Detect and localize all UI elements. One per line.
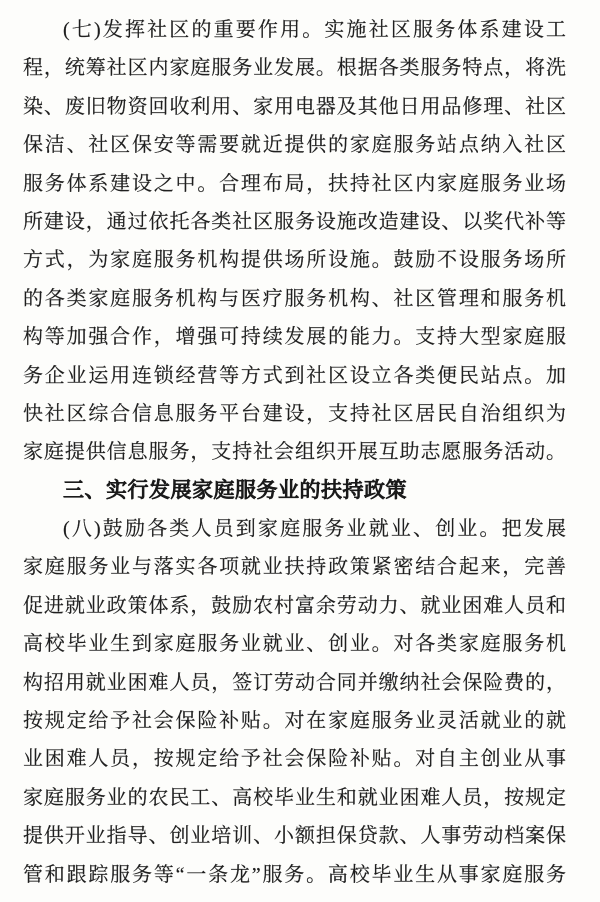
text-line: 保洁、社区保安等需要就近提供的家庭服务站点纳入社区 [23,134,566,157]
text-line: 家庭提供信息服务，支持社会组织开展互助志愿服务活动。 [23,441,566,464]
text-line: 程，统筹社区内家庭服务业发展。根据各类服务特点，将洗 [23,57,566,80]
text-line: 快社区综合信息服务平台建设，支持社区居民自治组织为 [23,402,566,425]
text-line: 务企业运用连锁经营等方式到社区设立各类便民站点。加 [23,364,566,387]
document-body [23,11,566,894]
text-line: 促进就业政策体系，鼓励农村富余劳动力、就业困难人员和 [23,594,566,617]
text-line: 提供开业指导、创业培训、小额担保贷款、人事劳动档案保 [23,825,566,848]
text-line: 构等加强合作，增强可持续发展的能力。支持大型家庭服 [23,326,566,349]
text-line: 服务体系建设之中。合理布局，扶持社区内家庭服务业场 [23,172,566,195]
text-line: 高校毕业生到家庭服务业就业、创业。对各类家庭服务机 [23,633,566,656]
text-line: 按规定给予社会保险补贴。对在家庭服务业灵活就业的就 [23,710,566,733]
text-line: 染、废旧物资回收利用、家用电器及其他日用品修理、社区 [23,95,566,118]
text-line: 构招用就业困难人员，签订劳动合同并缴纳社会保险费的， [23,671,566,694]
text-line: (八)鼓励各类人员到家庭服务业就业、创业。把发展 [63,518,566,541]
text-line: 家庭服务业与落实各项就业扶持政策紧密结合起来，完善 [23,556,566,579]
text-line: 业困难人员，按规定给予社会保险补贴。对自主创业从事 [23,748,566,771]
text-line: 管和跟踪服务等“一条龙”服务。高校毕业生从事家庭服务 [23,863,566,886]
text-line: 方式，为家庭服务机构提供场所设施。鼓励不设服务场所 [23,249,566,272]
text-line: (七)发挥社区的重要作用。实施社区服务体系建设工 [63,19,566,41]
text-line: 所建设，通过依托各类社区服务设施改造建设、以奖代补等 [23,210,566,233]
text-line: 家庭服务业的农民工、高校毕业生和就业困难人员，按规定 [23,786,566,809]
section-heading: 三、实行发展家庭服务业的扶持政策 [63,478,407,502]
text-line: 的各类家庭服务机构与医疗服务机构、社区管理和服务机 [23,287,566,310]
